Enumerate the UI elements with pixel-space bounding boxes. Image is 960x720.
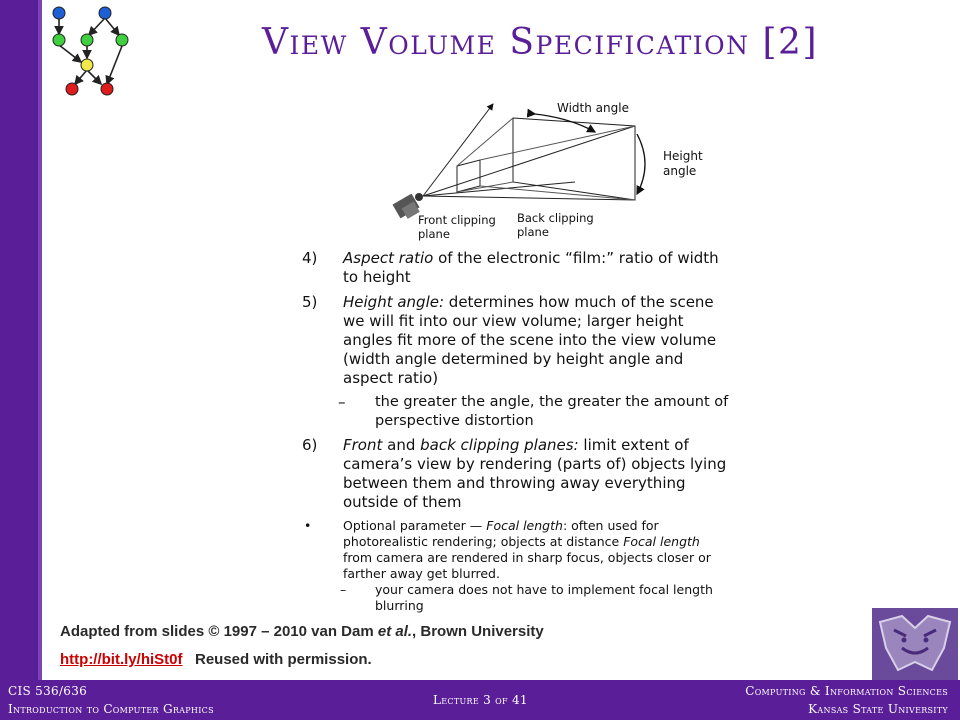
focal-length-bullet: [343, 518, 723, 582]
item-4-body: of the electronic “film:” ratio of width to height: [343, 249, 719, 286]
department-name: Computing & Information Sciences: [745, 684, 948, 698]
item-5-number: 5): [302, 293, 318, 311]
source-link[interactable]: http://bit.ly/hiSt0f: [60, 651, 183, 668]
front-plane-label-1: Front clipping: [418, 213, 496, 227]
left-sidebar-edge: [38, 0, 42, 720]
attribution-text-a: Adapted from slides © 1997 – 2010 van Dam: [60, 623, 378, 640]
kstate-logo-box: [872, 608, 958, 680]
view-volume-diagram: [385, 100, 715, 245]
item-5-body: determines how much of the scene we will fit into our view volume; larger height angles fit more of the scene into the view volume (width angle determined by height angle and aspect ratio): [343, 293, 717, 387]
figure-panel: [290, 95, 750, 615]
footer-bar: [0, 680, 960, 720]
item-6-body: limit extent of camera’s view by rendering (parts of) objects lying between them and throwing away everything outside of them: [343, 436, 727, 511]
item-4-text: [343, 249, 728, 287]
attribution-line-2: [60, 646, 840, 674]
permission-text: Reused with permission.: [182, 651, 372, 668]
width-angle-label: Width angle: [557, 101, 629, 115]
item-6-text: [343, 436, 728, 512]
item-6-number: 6): [302, 436, 318, 454]
focal-bullet-c: from camera are rendered in sharp focus, objects closer or farther away get blurred.: [343, 550, 711, 581]
focal-bullet-em1: Focal length: [486, 518, 563, 533]
focal-bullet-em2: Focal length: [623, 534, 700, 549]
height-angle-label-1: Height: [663, 149, 703, 163]
height-angle-label-2: angle: [663, 164, 697, 178]
item-5-subpoint: the greater the angle, the greater the amount of perspective distortion: [375, 394, 729, 429]
back-plane-label-2: plane: [517, 225, 549, 239]
focal-bullet-b: : often used for photorealistic rendering; objects at distance: [343, 518, 659, 549]
item-6-heading-back: back clipping planes:: [420, 436, 579, 454]
focal-bullet-a: Optional parameter —: [343, 518, 487, 533]
lecture-number: Lecture 3 of 41: [433, 693, 528, 707]
item-6-and: and: [382, 436, 421, 454]
wildcat-logo-icon: [872, 608, 958, 680]
focal-subpoint: your camera does not have to implement focal length blurring: [375, 582, 713, 613]
course-name: Introduction to Computer Graphics: [8, 702, 214, 716]
left-sidebar-band: [0, 0, 38, 720]
item-6-heading-front: Front: [343, 436, 383, 454]
item-4-number: 4): [302, 249, 318, 267]
front-plane-label-2: plane: [418, 227, 450, 241]
slide-title: View Volume Specification [2]: [262, 22, 818, 63]
attribution-line-1: [60, 618, 840, 646]
item-5-sub-dash: –: [338, 393, 346, 411]
attribution-credit: [60, 618, 840, 674]
focal-sub-dash: –: [340, 582, 347, 597]
graph-network-logo-icon: [45, 4, 135, 99]
item-5-heading: Height angle:: [343, 293, 445, 311]
attribution-text-b: , Brown University: [412, 623, 544, 640]
university-name: Kansas State University: [808, 702, 948, 716]
back-plane-label-1: Back clipping: [517, 211, 594, 225]
course-code: CIS 536/636: [8, 684, 88, 698]
attribution-et-al: et al.: [377, 623, 413, 640]
item-5-text: [343, 293, 728, 388]
item-4-heading: Aspect ratio: [343, 249, 434, 267]
focal-bullet-mark: •: [304, 518, 312, 533]
